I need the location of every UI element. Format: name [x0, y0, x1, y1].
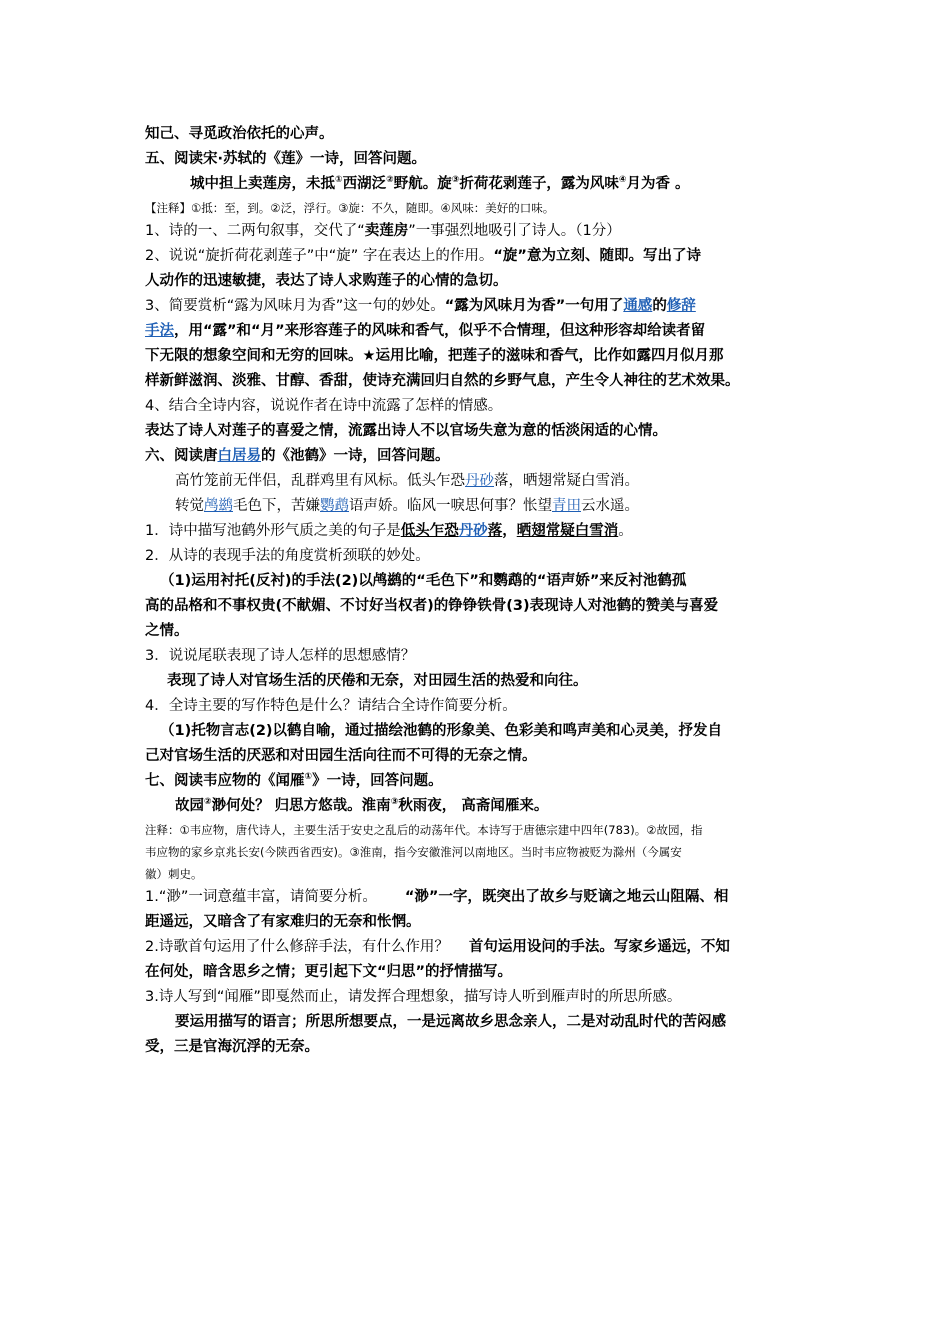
answer-7-2: 首句运用设问的手法。写家乡遥远，不知: [468, 939, 730, 955]
link-dansha[interactable]: 丹砂: [465, 473, 494, 489]
section-5-heading: 五、阅读宋·苏轼的《莲》一诗，回答问题。: [145, 151, 427, 167]
question-6-3: 3．说说尾联表现了诗人怎样的思想感情？: [145, 648, 416, 664]
answer-7-3-line2: 受，三是官海沉浮的无奈。: [145, 1039, 319, 1055]
link-bai-juyi[interactable]: 白居易: [217, 448, 261, 464]
answer-6-3: 表现了诗人对官场生活的厌倦和无奈，对田园生活的热爱和向往。: [167, 673, 588, 689]
link-yingwu[interactable]: 鹦鹉: [320, 498, 349, 514]
poem-notes-7-line2: 韦应物的家乡京兆长安(今陕西省西安)。③淮南，指今安徽淮河以南地区。当时韦应物被贬为滁州（今属安: [145, 845, 682, 859]
link-luci[interactable]: 鸬鹚: [204, 498, 233, 514]
poem-notes-7-line1: 注释：①韦应物，唐代诗人，主要生活于安史之乱后的动荡年代。本诗写于唐德宗建中四年(783)。②故园，指: [145, 823, 703, 837]
answer-6-4-line1: （1)托物言志(2)以鹤自喻，通过描绘池鹤的形象美、色彩美和鸣声美和心灵美，抒发自: [160, 723, 723, 739]
answer-7-2-cont: 在何处，暗含思乡之情；更引起下文“归思”的抒情描写。: [145, 964, 513, 980]
link-tonggan[interactable]: 通感: [623, 298, 653, 314]
answer-5-2-cont: 人动作的迅速敏捷，表达了诗人求购莲子的心情的急切。: [145, 273, 508, 289]
question-6-1: 1．诗中描写池鹤外形气质之美的句子是低头乍恐丹砂落，晒翅常疑白雪消。: [145, 523, 633, 539]
question-7-2: 2.诗歌首句运用了什么修辞手法，有什么作用？ 首句运用设问的手法。写家乡遥远，不知: [145, 939, 730, 955]
poem-hearing-geese: 故园②渺何处？ 归思方悠哉。淮南③秋雨夜， 高斋闻雁来。: [175, 797, 549, 814]
answer-5-3-line4: 样新鲜滋润、淡雅、甘醇、香甜，使诗充满回归自然的乡野气息，产生令人神往的艺术效果。: [145, 373, 740, 389]
link-rhetoric[interactable]: 修辞: [666, 298, 696, 314]
document-page: [145, 122, 810, 1060]
question-7-1: 1.“渺”一词意蕴丰富，请简要分析。 “渺”一字，既突出了故乡与贬谪之地云山阻隔、相: [145, 889, 729, 905]
answer-6-4-line2: 己对官场生活的厌恶和对田园生活向往而不可得的无奈之情。: [145, 748, 537, 764]
answer-5-1: 卖莲房: [364, 223, 409, 239]
question-5-3: 3、简要赏析“露为风味月为香”这一句的妙处。“露为风味月为香”一句用了通感的修辞: [145, 298, 696, 314]
poem-pond-crane-line2: 转觉鸬鹚毛色下，苦嫌鹦鹉语声娇。临风一唳思何事？怅望青田云水遥。: [175, 498, 639, 514]
question-5-2: 2、说说“旋折荷花剥莲子”中“旋” 字在表达上的作用。“旋”意为立刻、随即。写出了诗: [145, 248, 701, 264]
question-5-1: 1、诗的一、二两句叙事，交代了“卖莲房”一事强烈地吸引了诗人。（1分）: [145, 223, 621, 239]
answer-6-2-line3: 之情。: [145, 623, 189, 639]
answer-6-2-line1: （1)运用衬托(反衬)的手法(2)以鸬鹚的“毛色下”和鹦鹉的“语声娇”来反衬池鹤孤: [160, 573, 687, 589]
section-6-heading: 六、阅读唐白居易的《池鹤》一诗，回答问题。: [145, 448, 450, 464]
question-6-2: 2．从诗的表现手法的角度赏析颈联的妙处。: [145, 548, 430, 564]
answer-5-3-line2: 手法，用“露”和“月”来形容莲子的风味和香气，似乎不合情理，但这种形容却给读者留: [145, 323, 706, 339]
poem-notes: 【注释】①抵：至，到。②泛，浮行。③旋：不久，随即。④风味：美好的口味。: [145, 201, 555, 215]
poem-notes-7-line3: 徽）刺史。: [145, 867, 203, 881]
answer-5-2: “旋”意为立刻、随即。写出了诗: [493, 248, 701, 264]
answer-5-4: 表达了诗人对莲子的喜爱之情，流露出诗人不以官场失意为意的恬淡闲适的心情。: [145, 423, 667, 439]
answer-7-1: “渺”一字，既突出了故乡与贬谪之地云山阻隔、相: [404, 889, 729, 905]
question-7-3: 3.诗人写到“闻雁”即戛然而止，请发挥合理想象，描写诗人听到雁声时的所思所感。: [145, 989, 682, 1005]
answer-5-3-line3: 下无限的想象空间和无穷的回味。★运用比喻，把莲子的滋味和香气，比作如露四月似月那: [145, 348, 724, 364]
answer-6-2-line2: 高的品格和不事权贵(不献媚、不讨好当权者)的铮铮铁骨(3)表现诗人对池鹤的赞美与喜爱: [145, 598, 719, 614]
link-dansha-answer[interactable]: 丹砂: [458, 523, 488, 539]
continued-answer-line: 知己、寻觅政治依托的心声。: [145, 126, 334, 142]
poem-lotus: 城中担上卖莲房，未抵①西湖泛②野航。旋③折荷花剥莲子，露为风味④月为香 。: [190, 175, 690, 192]
answer-7-3-line1: 要运用描写的语言；所思所想要点，一是远离故乡思念亲人，二是对动乱时代的苦闷感: [175, 1014, 726, 1030]
poem-pond-crane-line1: 高竹笼前无伴侣，乱群鸡里有风标。低头乍恐丹砂落，晒翅常疑白雪消。: [175, 473, 639, 489]
link-qingtian[interactable]: 青田: [552, 498, 581, 514]
question-5-4: 4、结合全诗内容，说说作者在诗中流露了怎样的情感。: [145, 398, 503, 414]
answer-7-1-cont: 距遥远，又暗含了有家难归的无奈和怅惘。: [145, 914, 421, 930]
link-rhetoric-cont[interactable]: 手法: [145, 323, 174, 339]
section-7-heading: 七、阅读韦应物的《闻雁①》一诗，回答问题。: [145, 772, 443, 789]
question-6-4: 4．全诗主要的写作特色是什么？请结合全诗作简要分析。: [145, 698, 517, 714]
